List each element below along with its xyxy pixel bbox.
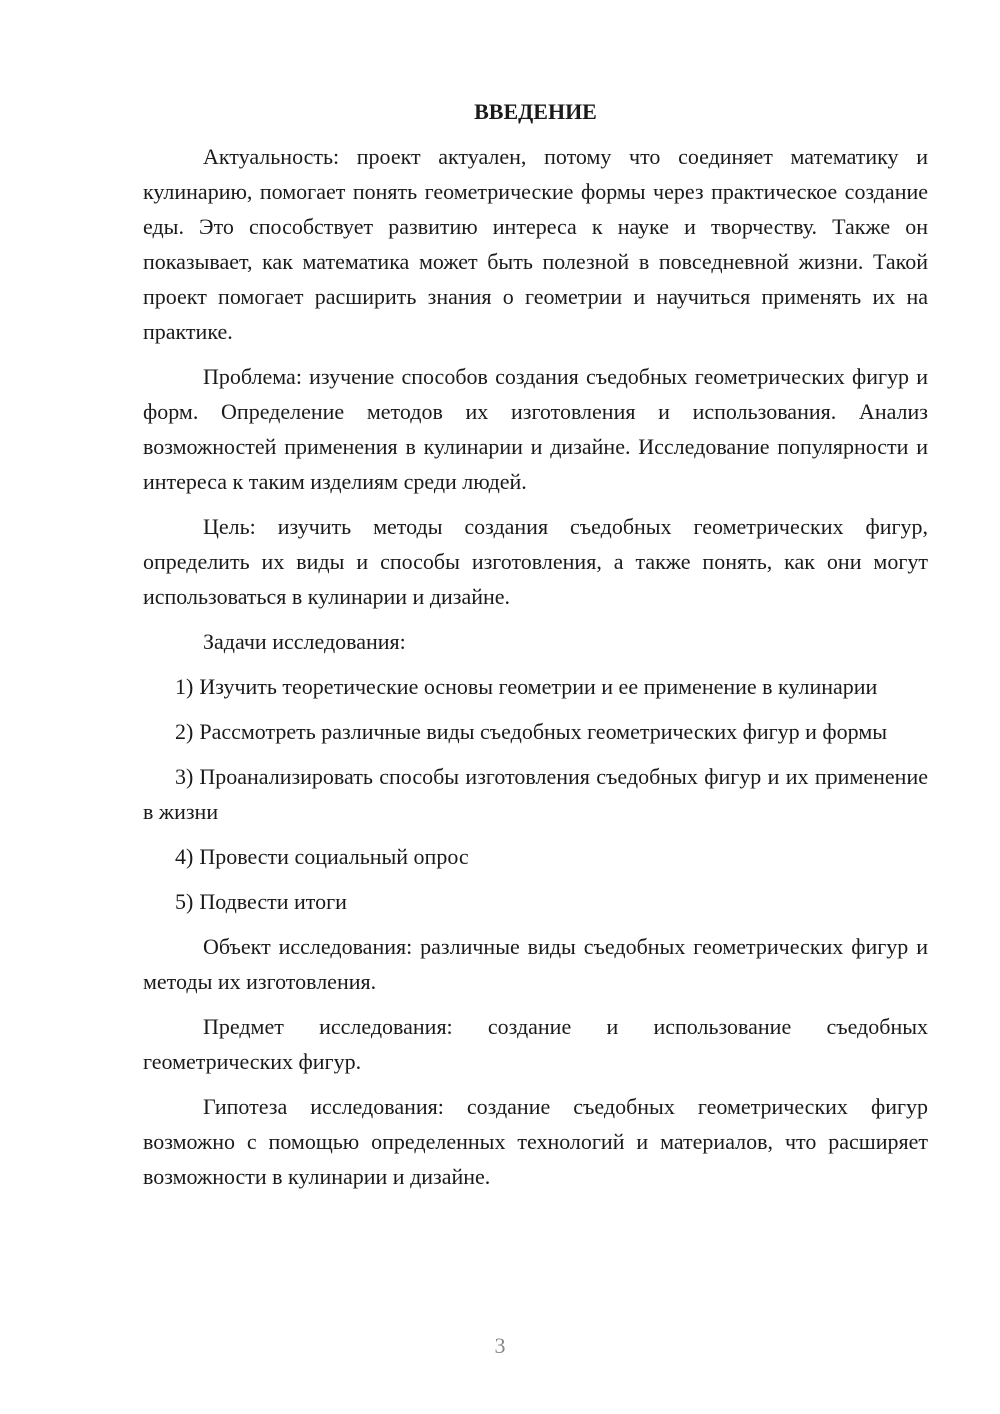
paragraph-problem: Проблема: изучение способов создания съедобных геометрических фигур и форм. Определение методов их изготовления и использования. Анализ возможностей применения в кулинарии и дизайне. Исследование популярности и интереса к таким изделиям среди людей.: [143, 364, 928, 494]
paragraph-object: Объект исследования: различные виды съедобных геометрических фигур и методы их изготовления.: [143, 934, 928, 994]
document-page: [143, 94, 928, 1204]
list-item: [143, 759, 928, 829]
list-item-number: 5): [175, 889, 194, 914]
list-item-text: Провести социальный опрос: [199, 844, 469, 869]
paragraph-subject: Предмет исследования: создание и использование съедобных геометрических фигур.: [143, 1014, 928, 1074]
list-item-text: Подвести итоги: [199, 889, 347, 914]
list-item-number: 4): [175, 844, 194, 869]
list-item-text: Изучить теоретические основы геометрии и ее применение в кулинарии: [199, 674, 878, 699]
list-item-text: Рассмотреть различные виды съедобных геометрических фигур и формы: [199, 719, 888, 744]
list-item: [143, 669, 928, 704]
list-item-number: 3): [175, 764, 194, 789]
tasks-list: [143, 669, 928, 919]
list-item: [143, 714, 928, 749]
paragraph-tasks-heading: Задачи исследования:: [203, 629, 406, 654]
page-number: 3: [494, 1333, 506, 1358]
list-item: [143, 839, 928, 874]
list-item-text: Проанализировать способы изготовления съедобных фигур и их применение в жизни: [143, 764, 928, 824]
section-title: ВВЕДЕНИЕ: [474, 99, 597, 124]
paragraph-relevance: Актуальность: проект актуален, потому что соединяет математику и кулинарию, помогает понять геометрические формы через практическое создание еды. Это способствует развитию интереса к науке и творчеству. Также он показывает, как математика может быть полезной в повседневной жизни. Такой проект помогает расширить знания о геометрии и научиться применять их на практике.: [143, 144, 928, 344]
list-item-number: 1): [175, 674, 194, 699]
list-item: [143, 884, 928, 919]
paragraph-goal: Цель: изучить методы создания съедобных геометрических фигур, определить их виды и способы изготовления, а также понять, как они могут использоваться в кулинарии и дизайне.: [143, 514, 928, 609]
paragraph-hypothesis: Гипотеза исследования: создание съедобных геометрических фигур возможно с помощью определенных технологий и материалов, что расширяет возможности в кулинарии и дизайне.: [143, 1094, 928, 1189]
list-item-number: 2): [175, 719, 194, 744]
